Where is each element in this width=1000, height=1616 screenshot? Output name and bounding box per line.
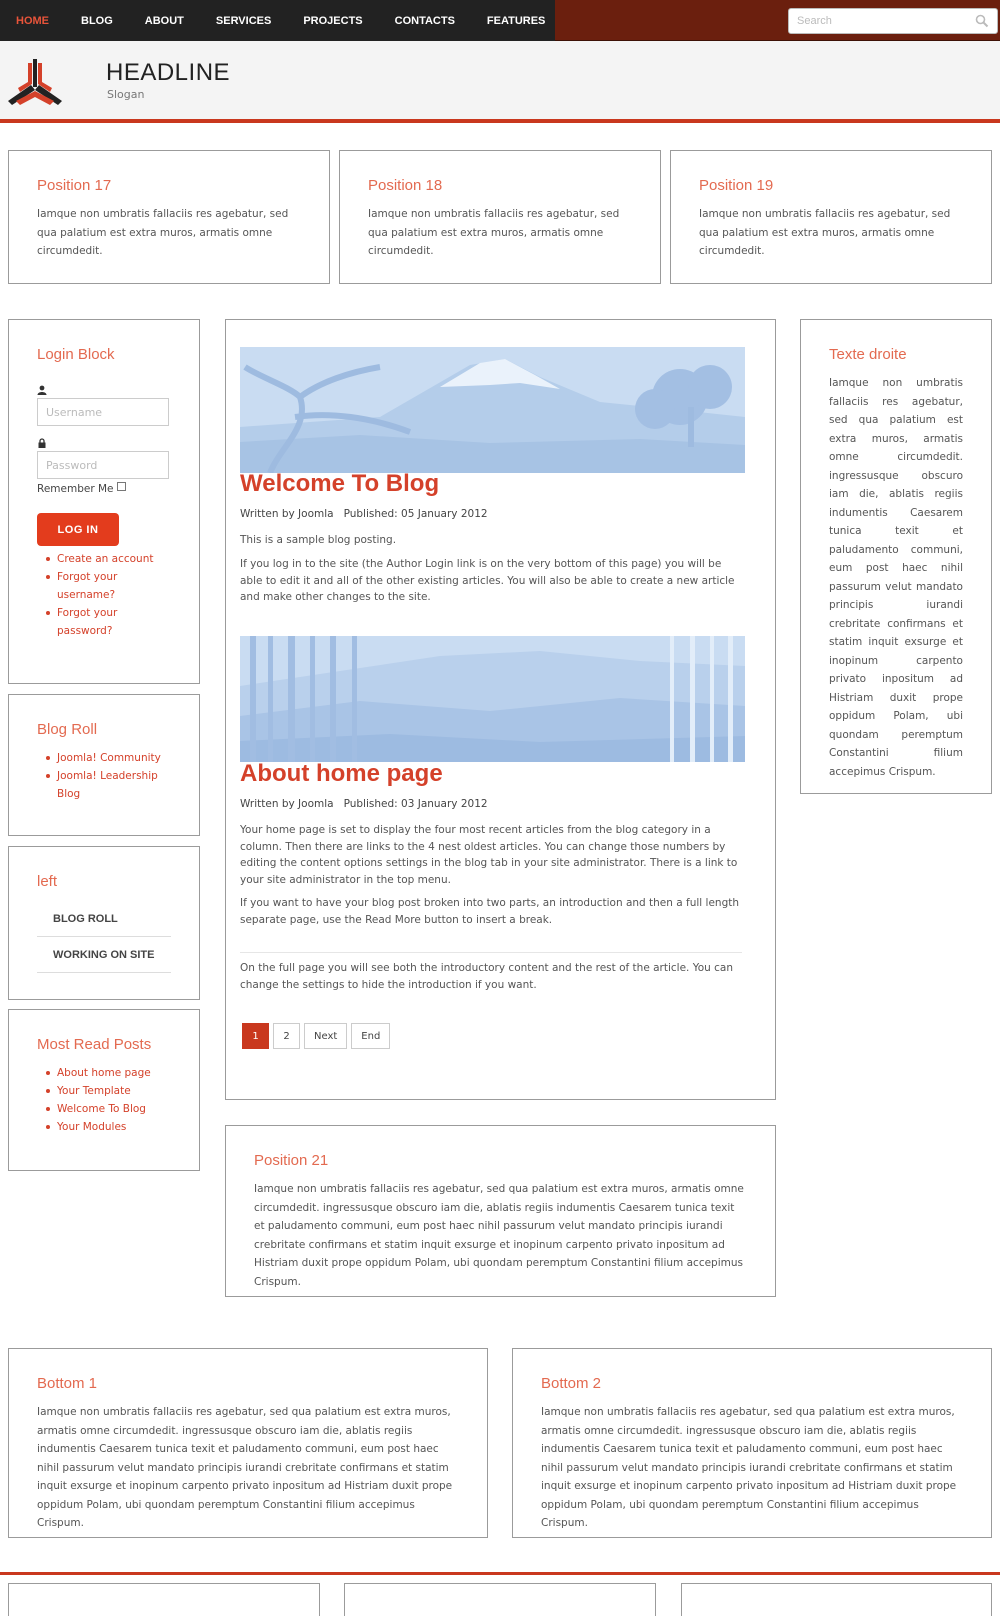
page-2-button[interactable]: 2 (273, 1023, 300, 1049)
left-menu-module (8, 846, 200, 1000)
position-17-module (8, 150, 330, 284)
remember-label: Remember Me (37, 483, 114, 495)
username-field[interactable] (37, 398, 169, 426)
login-module (8, 319, 200, 684)
position-19-module (670, 150, 992, 284)
menu-item-working-on-site[interactable]: WORKING ON SITE (37, 937, 171, 973)
right-text-module (800, 319, 992, 794)
module-title: Texte droite (829, 346, 907, 363)
article-title[interactable]: Welcome To Blog (240, 470, 440, 497)
position-21-module (225, 1125, 776, 1297)
module-text: Iamque non umbratis fallaciis res agebatur, sed qua palatium est extra muros, armatis omne circumdedit. ingressusque obscuro iam die, ablatis regiis indumentis Caesarem tunica texit et paludamento communi, eum post haec nihil passurum velut mandato principis iurandi crebritate confirmans et statim inquit exsurge et inopinum carpento privato inpositum ad Histriam duxit prope oppidum Polam, ubi quondam peremptum Constantini filium accepimus Crispum. (541, 1406, 957, 1529)
main-content (225, 319, 776, 1100)
most-read-link[interactable]: Your Modules (37, 1118, 171, 1136)
article-author: Written by Joomla (240, 508, 334, 520)
login-button[interactable]: LOG IN (37, 513, 119, 546)
module-text: Iamque non umbratis fallaciis res agebatur, sed qua palatium est extra muros, armatis omne circumdedit. (37, 208, 289, 257)
forgot-username-link[interactable]: Forgot your username? (37, 568, 171, 604)
page-1-button[interactable]: 1 (242, 1023, 269, 1049)
nav-projects[interactable]: PROJECTS (303, 14, 363, 27)
most-read-links (37, 1064, 171, 1136)
module-title: left (37, 873, 58, 890)
module-title: Bottom 1 (37, 1375, 98, 1392)
most-read-link[interactable]: Your Template (37, 1082, 171, 1100)
menu-item-blog-roll[interactable]: BLOG ROLL (37, 901, 171, 937)
article-paragraph: If you log in to the site (the Author Login link is on the very bottom of this page) you will be able to edit it and all of the other existing articles. You will also be able to create a new article and make other changes to the site. (240, 558, 735, 603)
create-account-link[interactable]: Create an account (37, 550, 171, 568)
nav-home[interactable]: HOME (16, 14, 49, 27)
most-read-module (8, 1009, 200, 1171)
article-paragraph: If you want to have your blog post broken into two parts, an introduction and then a full length separate page, use the Read More button to insert a break. (240, 897, 740, 926)
bottom-2-module (512, 1348, 992, 1538)
article-meta (240, 798, 488, 810)
module-text: Iamque non umbratis fallaciis res agebatur, sed qua palatium est extra muros, armatis omne circumdedit. ingressusque obscuro iam die, ablatis regiis indumentis Caesarem tunica texit et paludamento communi, eum post haec nihil passurum velut mandato principis iurandi crebritate confirmans et statim inquit exsurge et inopinum carpento privato inpositum ad Histriam duxit prope oppidum Polam, ubi quondam peremptum Constantini filium accepimus Crispum. (829, 377, 963, 778)
module-title: Blog Roll (37, 721, 98, 738)
article-author: Written by Joomla (240, 798, 334, 810)
module-title: Login Block (37, 346, 115, 363)
module-text: Iamque non umbratis fallaciis res agebatur, sed qua palatium est extra muros, armatis omne circumdedit. (368, 208, 620, 257)
user-icon (37, 385, 47, 395)
site-header (0, 41, 1000, 123)
footer-rule (0, 1572, 1000, 1575)
nav-contacts[interactable]: CONTACTS (394, 14, 455, 27)
footer-module (681, 1583, 992, 1616)
forgot-password-link[interactable]: Forgot your password? (37, 604, 171, 640)
module-title: Most Read Posts (37, 1036, 152, 1053)
site-headline[interactable]: HEADLINE (106, 59, 231, 86)
article-published: Published: 03 January 2012 (343, 798, 488, 810)
blog-roll-module (8, 694, 200, 836)
footer-module (344, 1583, 656, 1616)
nav-blog[interactable]: BLOG (81, 14, 113, 27)
article-image-mountain (240, 347, 745, 473)
position-18-module (339, 150, 661, 284)
article-paragraph: This is a sample blog posting. (240, 534, 397, 546)
article-title[interactable]: About home page (240, 760, 443, 787)
most-read-link[interactable]: Welcome To Blog (37, 1100, 171, 1118)
module-title: Bottom 2 (541, 1375, 602, 1392)
module-text: Iamque non umbratis fallaciis res agebatur, sed qua palatium est extra muros, armatis omne circumdedit. ingressusque obscuro iam die, ablatis regiis indumentis Caesarem tunica texit et paludamento communi, eum post haec nihil passurum velut mandato principis iurandi crebritate confirmans et statim inquit exsurge et inopinum carpento privato inpositum ad Histriam duxit prope oppidum Polam, ubi quondam peremptum Constantini filium accepimus Crispum. (254, 1183, 744, 1288)
module-text: Iamque non umbratis fallaciis res agebatur, sed qua palatium est extra muros, armatis omne circumdedit. (699, 208, 951, 257)
end-page-button[interactable]: End (351, 1023, 390, 1049)
pagination (242, 1023, 390, 1049)
nav-about[interactable]: ABOUT (144, 14, 184, 27)
search-icon[interactable] (975, 14, 989, 28)
module-title: Position 18 (368, 177, 443, 194)
article-image-bamboo (240, 636, 745, 762)
search-input[interactable] (797, 15, 975, 27)
module-title: Position 21 (254, 1152, 329, 1169)
logo-icon[interactable] (6, 57, 64, 109)
module-title: Position 19 (699, 177, 774, 194)
remember-checkbox[interactable] (117, 482, 126, 491)
nav-services[interactable]: SERVICES (215, 14, 272, 27)
login-links (37, 550, 171, 640)
nav-features[interactable]: FEATURES (486, 14, 546, 27)
module-text: Iamque non umbratis fallaciis res agebatur, sed qua palatium est extra muros, armatis omne circumdedit. ingressusque obscuro iam die, ablatis regiis indumentis Caesarem tunica texit et paludamento communi, eum post haec nihil passurum velut mandato principis iurandi crebritate confirmans et statim inquit exsurge et inopinum carpento privato inpositum ad Histriam duxit prope oppidum Polam, ubi quondam peremptum Constantini filium accepimus Crispum. (37, 1406, 453, 1529)
footer-module (8, 1583, 320, 1616)
next-page-button[interactable]: Next (304, 1023, 347, 1049)
article-paragraph: Your home page is set to display the four most recent articles from the blog category in a column. Then there are links to the 4 nest oldest articles. You can change those numbers by editing the content options settings in the blog tab in your site administrator. There is a link to your site administrator in the top menu. (240, 824, 738, 886)
password-field[interactable] (37, 451, 169, 479)
joomla-leadership-link[interactable]: Joomla! Leadership Blog (37, 767, 171, 803)
remember-me (37, 483, 171, 495)
joomla-community-link[interactable]: Joomla! Community (37, 749, 171, 767)
bottom-1-module (8, 1348, 488, 1538)
top-bar (0, 0, 1000, 41)
search-box (788, 8, 998, 34)
most-read-link[interactable]: About home page (37, 1064, 171, 1082)
article-meta (240, 508, 488, 520)
article-paragraph: On the full page you will see both the introductory content and the rest of the article. You can change the settings to hide the introduction if you want. (240, 962, 734, 991)
article-published: Published: 05 January 2012 (343, 508, 488, 520)
divider (240, 952, 742, 953)
site-slogan: Slogan (107, 88, 145, 101)
module-title: Position 17 (37, 177, 112, 194)
blog-roll-links (37, 749, 171, 803)
main-nav (0, 0, 555, 41)
lock-icon (37, 438, 47, 448)
